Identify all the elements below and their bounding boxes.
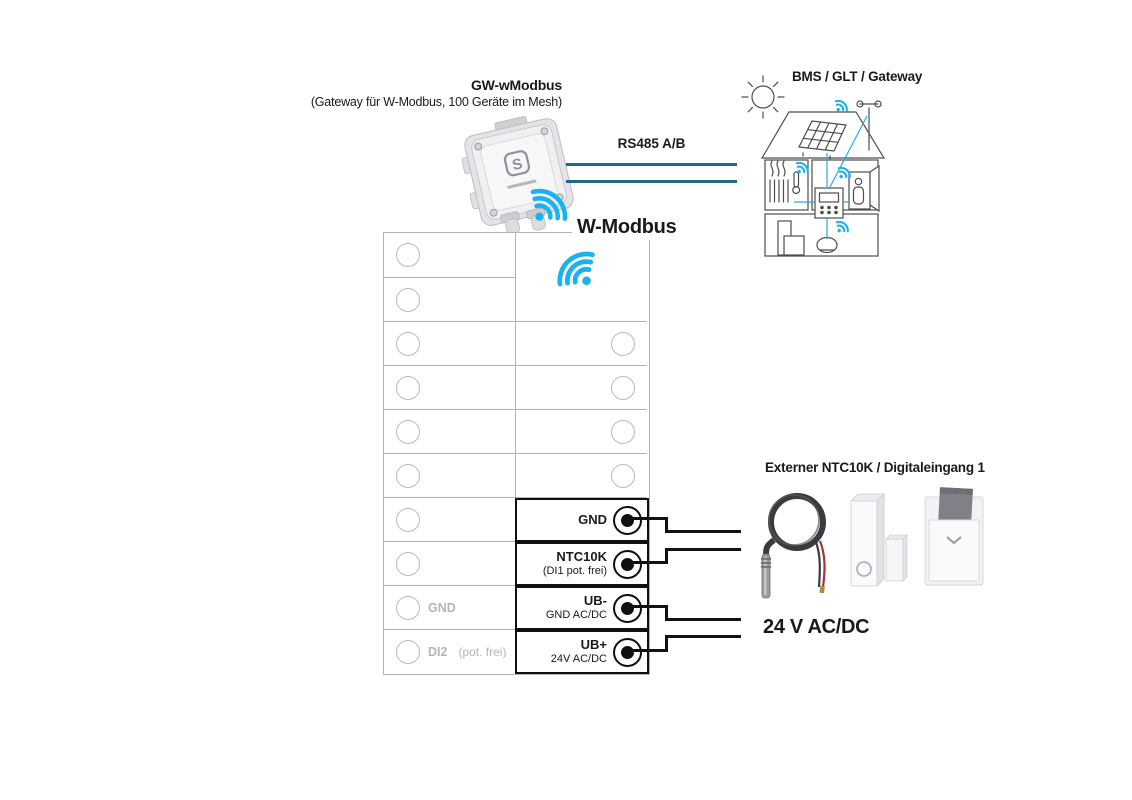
terminal-dot	[621, 514, 634, 527]
screw-terminal-circle	[396, 508, 420, 532]
external-sensor-images	[752, 483, 992, 608]
wire-segment	[665, 635, 741, 638]
wire-segment	[665, 530, 741, 533]
inactive-terminal-label: GND	[428, 600, 456, 615]
wireless-sensor-icon	[817, 238, 837, 253]
terminal-table	[383, 232, 650, 675]
terminal-row-right	[516, 366, 647, 410]
rs485-line-b	[566, 180, 737, 183]
terminal-connector	[613, 594, 642, 623]
power-supply-label: 24 V AC/DC	[763, 616, 870, 638]
card-holder-image	[925, 487, 983, 585]
screw-terminal-circle	[611, 420, 635, 444]
wire-segment	[630, 605, 668, 608]
terminal-dot	[621, 558, 634, 571]
rs485-line-a	[566, 163, 737, 166]
terminal-cell-gnd	[515, 498, 649, 542]
screw-terminal-circle	[396, 596, 420, 620]
wire-segment	[630, 517, 668, 520]
screw-terminal-circle	[396, 552, 420, 576]
terminal-cell-ub-minus	[515, 586, 649, 630]
terminal-row-left	[384, 322, 516, 366]
terminal-label: NTC10K (DI1 pot. frei)	[542, 549, 607, 578]
terminal-row-left-gnd	[384, 586, 516, 630]
wmodbus-label: W-Modbus	[572, 215, 681, 240]
terminal-dot	[621, 646, 634, 659]
door-contact-image	[851, 494, 907, 586]
terminal-label: UB- GND AC/DC	[545, 593, 607, 622]
wire-segment	[665, 618, 741, 621]
ntc-cable-sensor-image	[761, 495, 825, 598]
wire-segment	[665, 548, 741, 551]
person-door-icon	[849, 166, 879, 211]
terminal-row-right	[516, 454, 647, 498]
external-input-label: Externer NTC10K / Digitaleingang 1	[765, 460, 985, 475]
gateway-heading	[262, 77, 562, 110]
terminal-row-left	[384, 278, 516, 322]
screw-terminal-circle	[396, 640, 420, 664]
rs485-label: RS485 A/B	[617, 136, 686, 151]
terminal-row-left	[384, 498, 516, 542]
screw-terminal-circle	[396, 288, 420, 312]
inactive-terminal-sublabel: (pot. frei)	[458, 645, 507, 659]
terminal-connector	[613, 550, 642, 579]
terminal-dot	[621, 602, 634, 615]
sun-icon	[742, 76, 784, 118]
terminal-row-left	[384, 233, 516, 278]
building-illustration	[728, 58, 892, 262]
wire-segment	[630, 649, 668, 652]
gateway-title: GW-wModbus	[470, 77, 562, 93]
wire-segment	[630, 561, 668, 564]
terminal-cell-ub-plus	[515, 630, 649, 674]
thermostat-icon	[815, 188, 843, 218]
terminal-cell-ntc10k	[515, 542, 649, 586]
terminal-row-left	[384, 366, 516, 410]
terminal-row-right	[516, 322, 647, 366]
bms-label: BMS / GLT / Gateway	[792, 69, 923, 84]
gateway-subtitle: (Gateway für W-Modbus, 100 Geräte im Mesh)	[310, 94, 562, 109]
terminal-label: GND	[578, 511, 607, 527]
screw-terminal-circle	[396, 332, 420, 356]
screw-terminal-circle	[396, 243, 420, 267]
terminal-row-left	[384, 410, 516, 454]
inactive-terminal-label: DI2	[428, 645, 448, 659]
terminal-label: UB+ 24V AC/DC	[550, 637, 607, 666]
screw-terminal-circle	[611, 376, 635, 400]
terminal-row-left	[384, 454, 516, 498]
terminal-connector	[613, 638, 642, 667]
screw-terminal-circle	[611, 332, 635, 356]
terminal-row-left-di2	[384, 630, 516, 674]
screw-terminal-circle	[611, 464, 635, 488]
terminal-row-right	[516, 410, 647, 454]
screw-terminal-circle	[396, 464, 420, 488]
screw-terminal-circle	[396, 420, 420, 444]
screw-terminal-circle	[396, 376, 420, 400]
terminal-row-left	[384, 542, 516, 586]
terminal-connector	[613, 506, 642, 535]
brand-logo-letter: S	[510, 155, 525, 175]
